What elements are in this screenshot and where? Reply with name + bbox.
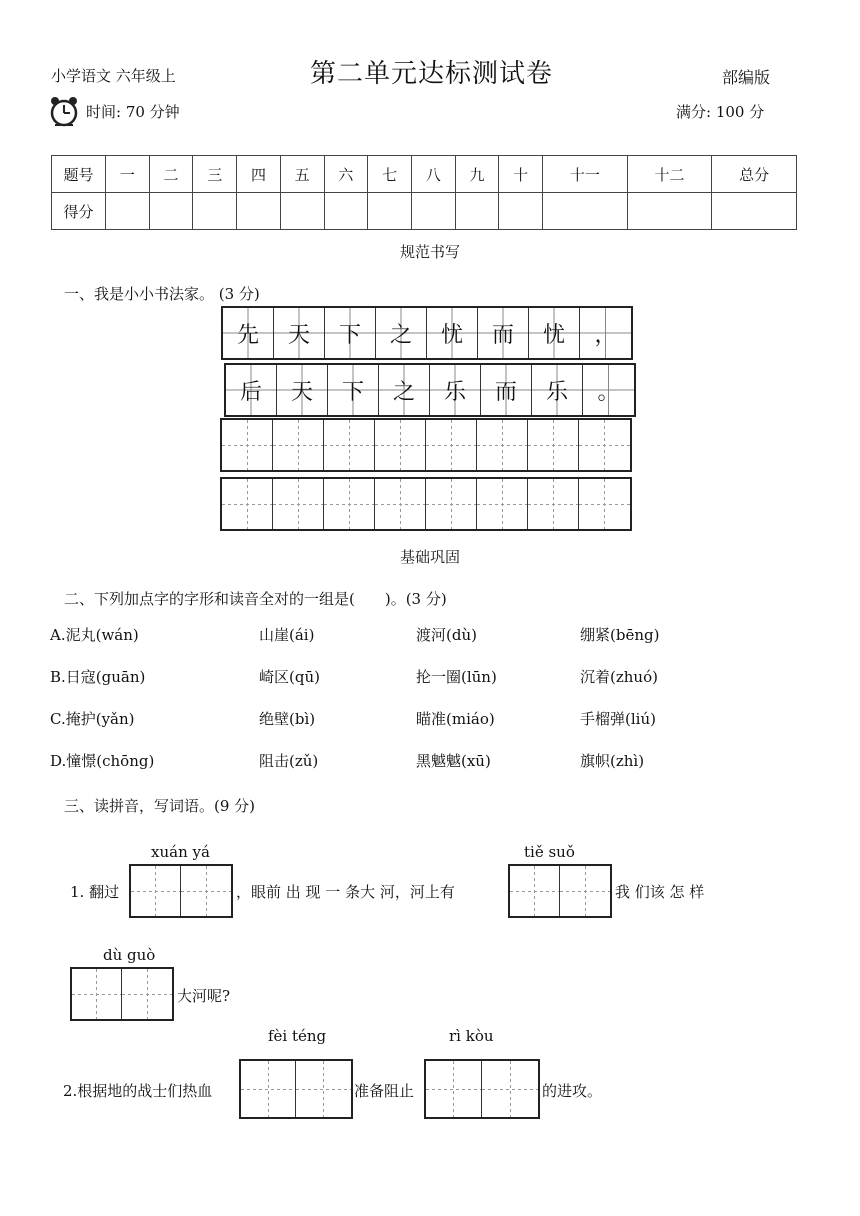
option-a-3: 渡河(dù) (416, 626, 477, 644)
option-a-1[interactable]: A.泥丸(wán) (50, 626, 139, 644)
answer-box-xuanya[interactable] (129, 864, 233, 918)
grid-cell: 天 (274, 308, 325, 358)
table-cell: 三 (193, 156, 237, 193)
score-input-cell[interactable] (193, 193, 237, 230)
table-cell: 四 (237, 156, 281, 193)
practice-row-2[interactable] (220, 477, 632, 531)
score-value-row (52, 193, 797, 230)
option-a-4: 绷紧(bēng) (580, 626, 660, 644)
sentence-2-end: 的进攻。 (542, 1082, 603, 1100)
grid-cell: 下 (325, 308, 376, 358)
calligraphy-row-1 (221, 306, 633, 360)
option-d-3: 黑魆魆(xū) (416, 752, 491, 770)
practice-cell[interactable] (222, 479, 273, 529)
table-cell: 十二 (627, 156, 712, 193)
grid-cell: 之 (379, 365, 430, 415)
grid-cell: 。 (583, 365, 634, 415)
answer-cell[interactable] (131, 866, 181, 916)
calligraphy-row-2 (224, 363, 636, 417)
practice-cell[interactable] (477, 479, 528, 529)
option-c-2: 绝壁(bì) (259, 710, 316, 728)
score-input-cell[interactable] (543, 193, 628, 230)
edition-label: 部编版 (722, 68, 771, 87)
table-cell: 五 (280, 156, 324, 193)
answer-cell[interactable] (560, 866, 610, 916)
time-label: 时间: 70 分钟 (86, 103, 180, 121)
table-cell: 八 (411, 156, 455, 193)
option-b-3: 抡一圈(lūn) (416, 668, 497, 686)
grid-cell: 忧 (529, 308, 580, 358)
table-cell: 一 (106, 156, 150, 193)
grid-cell: 先 (223, 308, 274, 358)
practice-row-1[interactable] (220, 418, 632, 472)
grid-cell: 之 (376, 308, 427, 358)
answer-cell[interactable] (296, 1061, 351, 1117)
sentence-2-start: 2.根据地的战士们热血 (63, 1082, 213, 1100)
grid-cell: 而 (478, 308, 529, 358)
option-b-1[interactable]: B.日寇(guān) (50, 668, 146, 686)
sentence-2-middle: 准备阻止 (354, 1082, 415, 1100)
grid-cell: 后 (226, 365, 277, 415)
page-title: 第二单元达标测试卷 (310, 59, 554, 89)
score-input-cell[interactable] (499, 193, 543, 230)
practice-cell[interactable] (222, 420, 273, 470)
table-cell: 十一 (543, 156, 628, 193)
score-input-cell[interactable] (455, 193, 499, 230)
practice-cell[interactable] (273, 479, 324, 529)
practice-cell[interactable] (324, 479, 375, 529)
practice-cell[interactable] (426, 420, 477, 470)
answer-cell[interactable] (181, 866, 231, 916)
pinyin-feiteng: fèi téng (268, 1027, 327, 1045)
grid-cell: 忧 (427, 308, 478, 358)
practice-cell[interactable] (528, 479, 579, 529)
question-3: 三、读拼音，写词语。(9 分) (64, 797, 256, 815)
practice-cell[interactable] (579, 420, 630, 470)
practice-cell[interactable] (324, 420, 375, 470)
table-cell: 总分 (712, 156, 797, 193)
grid-cell: 乐 (532, 365, 583, 415)
answer-box-duguo[interactable] (70, 967, 174, 1021)
answer-cell[interactable] (510, 866, 560, 916)
grid-cell: 下 (328, 365, 379, 415)
practice-cell[interactable] (375, 479, 426, 529)
pinyin-xuanya: xuán yá (151, 843, 210, 861)
subject-label: 小学语文 六年级上 (51, 67, 176, 85)
option-c-1[interactable]: C.掩护(yǎn) (50, 710, 135, 728)
score-input-cell[interactable] (106, 193, 150, 230)
practice-cell[interactable] (477, 420, 528, 470)
score-input-cell[interactable] (712, 193, 797, 230)
sentence-1-middle: ，眼前 出 现 一 条大 河，河上有 (236, 883, 455, 901)
sentence-1-tail: 大河呢? (177, 987, 231, 1005)
practice-cell[interactable] (426, 479, 477, 529)
table-cell: 九 (455, 156, 499, 193)
score-input-cell[interactable] (237, 193, 281, 230)
grid-cell: 而 (481, 365, 532, 415)
practice-cell[interactable] (273, 420, 324, 470)
pinyin-duguo: dù guò (103, 946, 156, 964)
table-cell: 十 (499, 156, 543, 193)
answer-cell[interactable] (122, 969, 172, 1019)
pinyin-tiesuo: tiě suǒ (524, 843, 575, 861)
answer-box-feiteng[interactable] (239, 1059, 353, 1119)
sentence-1-start: 1. 翻过 (70, 883, 120, 901)
option-b-4: 沉着(zhuó) (580, 668, 658, 686)
section-heading-basic: 基础巩固 (399, 548, 460, 566)
table-cell: 二 (149, 156, 193, 193)
score-header-row (52, 156, 797, 193)
score-input-cell[interactable] (368, 193, 412, 230)
section-heading-writing: 规范书写 (399, 243, 460, 261)
answer-cell[interactable] (241, 1061, 296, 1117)
score-input-cell[interactable] (411, 193, 455, 230)
option-d-4: 旗帜(zhì) (580, 752, 645, 770)
table-cell: 得分 (52, 193, 106, 230)
option-d-2: 阻击(zǔ) (259, 752, 319, 770)
grid-cell: 天 (277, 365, 328, 415)
grid-cell: 乐 (430, 365, 481, 415)
practice-cell[interactable] (579, 479, 630, 529)
full-score-label: 满分: 100 分 (676, 103, 765, 121)
question-1: 一、我是小小书法家。 (3 分) (64, 285, 260, 303)
score-table (51, 155, 797, 230)
option-c-3: 瞄准(miáo) (416, 710, 495, 728)
option-d-1[interactable]: D.憧憬(chōng) (50, 752, 155, 770)
score-input-cell[interactable] (627, 193, 712, 230)
score-input-cell[interactable] (280, 193, 324, 230)
alarm-clock-icon (49, 95, 79, 127)
practice-cell[interactable] (375, 420, 426, 470)
practice-cell[interactable] (528, 420, 579, 470)
table-cell: 六 (324, 156, 368, 193)
answer-box-rikou[interactable] (424, 1059, 540, 1119)
grid-cell: ， (580, 308, 631, 358)
score-input-cell[interactable] (149, 193, 193, 230)
pinyin-rikou: rì kòu (449, 1027, 494, 1045)
sentence-1-end: 我 们该 怎 样 (615, 883, 705, 901)
option-a-2: 山崖(ái) (259, 626, 315, 644)
score-input-cell[interactable] (324, 193, 368, 230)
answer-cell[interactable] (426, 1061, 482, 1117)
option-c-4: 手榴弹(liú) (580, 710, 656, 728)
option-b-2: 崎区(qū) (259, 668, 320, 686)
answer-box-tiesuo[interactable] (508, 864, 612, 918)
answer-cell[interactable] (482, 1061, 538, 1117)
question-2: 二、下列加点字的字形和读音全对的一组是( )。(3 分) (64, 590, 447, 608)
table-cell: 题号 (52, 156, 106, 193)
table-cell: 七 (368, 156, 412, 193)
answer-cell[interactable] (72, 969, 122, 1019)
